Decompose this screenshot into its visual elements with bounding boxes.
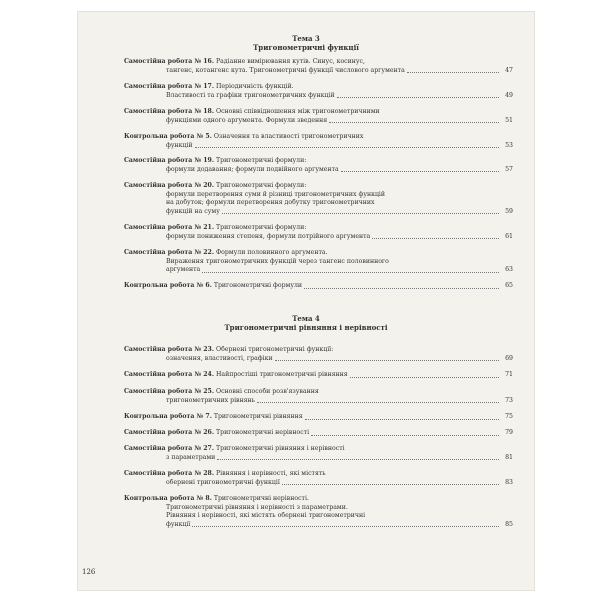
toc-entry-label: Самостійна робота № 21. <box>124 224 215 231</box>
toc-entry <box>124 133 513 150</box>
toc-entry-label: Самостійна робота № 17. <box>124 83 215 90</box>
dot-leader <box>257 402 499 403</box>
toc-entry-line <box>124 445 513 454</box>
toc-entry-text: Тригонометричні формули: <box>216 224 307 231</box>
toc-entry-line <box>124 479 513 488</box>
toc-entry-text: Вираження тригонометричних функцій через тангенс половинного <box>166 257 389 265</box>
toc-entry-page: 63 <box>505 266 513 273</box>
toc-entry-text: означення, властивості, графіки <box>166 354 273 362</box>
toc-entry-line <box>124 429 513 438</box>
toc-entry-label: Самостійна робота № 25. <box>124 388 215 395</box>
toc-entry <box>124 83 513 100</box>
toc-entry-line <box>124 249 513 258</box>
toc-entry-label: Самостійна робота № 23. <box>124 346 215 353</box>
dot-leader <box>329 122 499 123</box>
toc-entry-text: Основні способи розв'язування <box>216 388 319 395</box>
toc-entry <box>124 346 513 363</box>
topic-4-heading: Тема 4 <box>292 314 320 323</box>
dot-leader <box>407 72 499 73</box>
toc-entry-label: Контрольна робота № 8. <box>124 495 212 502</box>
toc-entry-text: Тригонометричні рівняння <box>213 413 303 420</box>
dot-leader <box>305 419 499 420</box>
toc-entry-text: функціями одного аргумента. Формули зведення <box>166 116 328 124</box>
toc-entry-page: 61 <box>505 232 513 240</box>
toc-entry-text: Тригонометричні нерівності. <box>213 495 309 502</box>
topic-3-title: Тригонометричні функції <box>253 43 359 52</box>
toc-entry-text: формули перетворення суми й різниці тригонометричних функцій <box>166 190 386 198</box>
toc-entry-page: 53 <box>505 141 513 149</box>
toc-entry-page: 71 <box>505 371 513 378</box>
toc-entry-line <box>124 58 513 67</box>
toc-entry-label: Контрольна робота № 6. <box>124 282 212 289</box>
toc-entry <box>124 108 513 125</box>
toc-entry-text: Радіанне вимірювання кутів. Синус, косинус, <box>216 58 365 65</box>
dot-leader <box>222 213 499 214</box>
toc-entry-label: Самостійна робота № 16. <box>124 58 215 65</box>
toc-entry-line <box>124 397 513 406</box>
toc-entry-line <box>124 224 513 233</box>
toc-entry-line <box>124 504 513 513</box>
toc-entry-label: Самостійна робота № 18. <box>124 108 215 115</box>
toc-entry-page: 65 <box>505 282 513 289</box>
toc-entry-line <box>124 166 513 175</box>
toc-entry-text: Рівняння і нерівності, які містять <box>216 470 326 477</box>
toc-entry-line <box>124 495 513 504</box>
toc-entry-line <box>124 282 513 291</box>
toc-entry <box>124 58 513 75</box>
toc-entry-text: Тригонометричні формули <box>213 282 303 289</box>
toc-entry-line <box>124 191 513 200</box>
toc-entry-text: Найпростіші тригонометричні рівняння <box>216 371 348 378</box>
toc-entry-text: Означення та властивості тригонометричних <box>213 133 364 140</box>
dot-leader <box>195 147 499 148</box>
toc-entry <box>124 470 513 487</box>
toc-entry-text: на добуток; формули перетворення добутку тригонометричних <box>166 199 375 206</box>
dot-leader <box>311 435 499 436</box>
toc-entry-text: тангенс, котангенс кута. Тригонометричні функції числового аргумента <box>166 66 405 74</box>
toc-entry <box>124 249 513 275</box>
toc-entry <box>124 429 513 438</box>
toc-entry-page: 85 <box>505 520 513 528</box>
toc-entry-label: Самостійна робота № 22. <box>124 249 215 256</box>
toc-entry-text: з параметрами <box>166 453 216 461</box>
dot-leader <box>350 377 499 378</box>
toc-entry <box>124 224 513 241</box>
toc-entry-line <box>124 388 513 397</box>
toc-entry-text: функцій на суму <box>166 207 220 215</box>
toc-entry-page: 75 <box>505 413 513 420</box>
dot-leader <box>372 238 499 239</box>
toc-entry-text: Рівняння і нерівності, які містять обернені тригонометричні <box>166 512 366 519</box>
toc-entry-text: функції <box>166 520 191 528</box>
toc-entry-page: 49 <box>505 91 513 99</box>
toc-entry-text: тригонометричних рівнянь <box>166 396 256 404</box>
toc-entry-line <box>124 108 513 117</box>
toc-entry <box>124 282 513 291</box>
toc-entry <box>124 157 513 174</box>
toc-entry-line <box>124 117 513 126</box>
toc-entry-line <box>124 83 513 92</box>
toc-entry-page: 81 <box>505 453 513 461</box>
dot-leader <box>202 272 499 273</box>
toc-entry-text: формули пониження степеня, формули потрійного аргумента <box>166 232 371 240</box>
toc-entry-text: обернені тригонометричні функції <box>166 478 280 486</box>
toc-entry-text: аргумента <box>166 266 201 273</box>
toc-entry-text: Тригонометричні рівняння і нерівності <box>216 445 345 452</box>
topic-4-title: Тригонометричні рівняння і нерівності <box>224 323 388 332</box>
toc-entry-label: Контрольна робота № 5. <box>124 133 212 140</box>
toc-entry-page: 57 <box>505 165 513 173</box>
toc-entry-page: 69 <box>505 354 513 362</box>
toc-entry-line <box>124 258 513 267</box>
toc-entry-line <box>124 346 513 355</box>
toc-entry <box>124 182 513 216</box>
toc-entry-line <box>124 521 513 530</box>
toc-entry-line <box>124 371 513 380</box>
toc-entry-text: Формули половинного аргумента. <box>216 249 328 256</box>
toc-entry-text: Основні співвідношення між тригонометричними <box>216 108 380 115</box>
toc-entry <box>124 413 513 422</box>
toc-entry-line <box>124 233 513 242</box>
toc-entry-label: Самостійна робота № 28. <box>124 470 215 477</box>
toc-entry-line <box>124 208 513 217</box>
toc-entry-line <box>124 470 513 479</box>
toc-entry-line <box>124 92 513 101</box>
toc-entry-page: 83 <box>505 478 513 486</box>
dot-leader <box>304 288 499 289</box>
toc-entry-line <box>124 142 513 151</box>
toc-entry-text: Властивості та графіки тригонометричних функцій <box>166 91 335 99</box>
toc-entry-text: Тригонометричні формули: <box>216 157 307 164</box>
toc-entry-line <box>124 182 513 191</box>
toc-entry-line <box>124 355 513 364</box>
toc-entry-line <box>124 454 513 463</box>
toc-entry-line <box>124 512 513 521</box>
toc-entry-line <box>124 413 513 422</box>
toc-entry-line <box>124 266 513 275</box>
toc-entry-text: Обернені тригонометричні функції: <box>216 346 334 353</box>
toc-entry-line <box>124 199 513 208</box>
toc-entry-label: Самостійна робота № 27. <box>124 445 215 452</box>
dot-leader <box>282 484 499 485</box>
dot-leader <box>337 97 499 98</box>
toc-entry <box>124 371 513 380</box>
dot-leader <box>275 360 499 361</box>
toc-entry-page: 59 <box>505 207 513 215</box>
toc-entry <box>124 388 513 405</box>
toc-entry-text: Тригонометричні рівняння і нерівності з параметрами. <box>166 503 348 511</box>
toc-entry <box>124 495 513 529</box>
toc-entry-page: 47 <box>505 66 513 74</box>
toc-entry-text: Тригонометричні нерівності <box>216 429 310 436</box>
toc-entry-page: 73 <box>505 396 513 404</box>
toc-entry-page: 79 <box>505 429 513 436</box>
page-number: 126 <box>82 568 96 576</box>
topic-3-heading: Тема 3 <box>292 34 320 43</box>
toc-entry <box>124 445 513 462</box>
dot-leader <box>217 459 499 460</box>
toc-entry-line <box>124 133 513 142</box>
toc-entry-text: функцій <box>166 141 193 149</box>
toc-entry-label: Самостійна робота № 20. <box>124 182 215 189</box>
toc-entry-page: 51 <box>505 116 513 124</box>
toc-entry-text: формули додавання; формули подвійного аргумента <box>166 165 339 173</box>
book-page <box>78 12 534 590</box>
toc-entry-text: Тригонометричні формули: <box>216 182 307 189</box>
toc-entry-label: Контрольна робота № 7. <box>124 413 212 420</box>
toc-entry-text: Періодичність функцій. <box>216 83 294 90</box>
toc-entry-line <box>124 67 513 76</box>
toc-entry-label: Самостійна робота № 24. <box>124 371 215 378</box>
dot-leader <box>192 526 499 527</box>
toc-entry-line <box>124 157 513 166</box>
toc-entry-label: Самостійна робота № 26. <box>124 429 215 436</box>
toc-entry-label: Самостійна робота № 19. <box>124 157 215 164</box>
dot-leader <box>341 171 499 172</box>
